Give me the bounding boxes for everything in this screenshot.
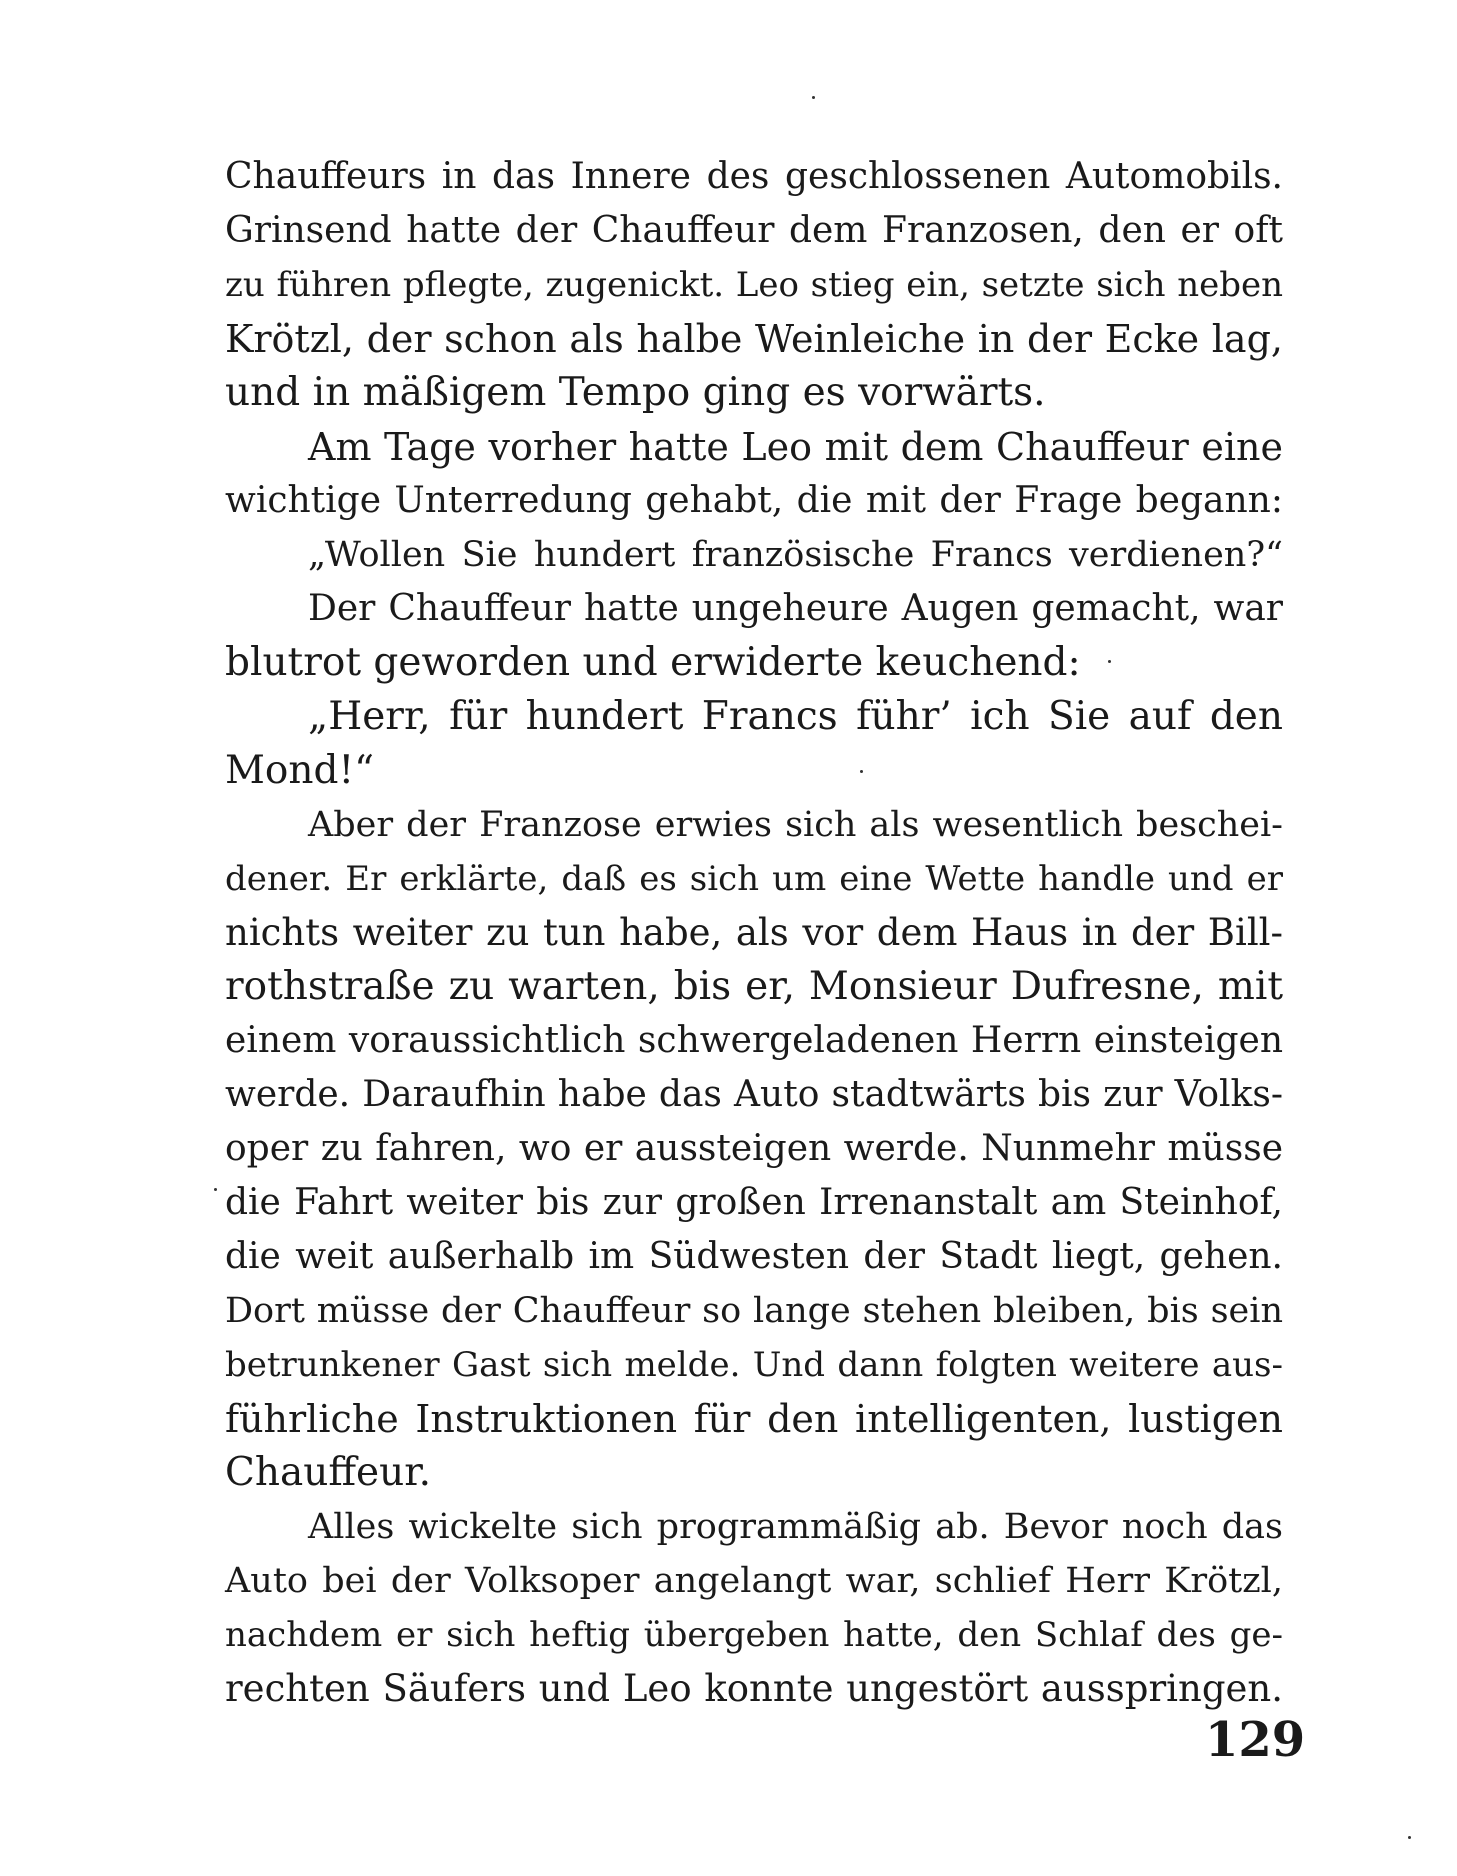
text-line: führliche Instruktionen für den intelligenten, lustigen xyxy=(225,1397,1283,1441)
text-line: zu führen pflegte, zugenickt. Leo stieg ein, setzte sich neben xyxy=(225,265,1283,305)
text-line: die Fahrt weiter bis zur großen Irrenanstalt am Steinhof, xyxy=(225,1182,1283,1223)
text-line: wichtige Unterredung gehabt, die mit der Frage begann: xyxy=(225,480,1283,521)
text-line: Chauffeurs in das Innere des geschlossenen Automobils. xyxy=(225,156,1283,197)
text-line: Krötzl, der schon als halbe Weinleiche in der Ecke lag, xyxy=(225,317,1283,361)
scan-speck xyxy=(1108,660,1111,663)
text-line: „Wollen Sie hundert französische Francs verdienen?“ xyxy=(308,535,1283,575)
text-line: dener. Er erklärte, daß es sich um eine Wette handle und er xyxy=(225,859,1283,899)
text-line: einem voraussichtlich schwergeladenen Herrn einsteigen xyxy=(225,1020,1283,1061)
text-line: rothstraße zu warten, bis er, Monsieur Dufresne, mit xyxy=(225,964,1283,1009)
text-line: rechten Säufers und Leo konnte ungestört ausspringen. xyxy=(225,1667,1283,1710)
scan-speck xyxy=(1408,1836,1411,1839)
text-line: betrunkener Gast sich melde. Und dann folgten weitere aus- xyxy=(225,1345,1283,1385)
text-line: nichts weiter zu tun habe, als vor dem Haus in der Bill- xyxy=(225,911,1283,954)
text-line: Grinsend hatte der Chauffeur dem Franzosen, den er oft xyxy=(225,210,1283,251)
text-line: Chauffeur. xyxy=(225,1450,431,1495)
text-line: Dort müsse der Chauffeur so lange stehen bleiben, bis sein xyxy=(225,1291,1283,1331)
scan-speck xyxy=(812,96,815,99)
text-line: „Herr, für hundert Francs führ’ ich Sie auf den xyxy=(308,694,1283,739)
text-line: Am Tage vorher hatte Leo mit dem Chauffeur eine xyxy=(308,425,1283,469)
scan-speck xyxy=(860,770,863,773)
text-line: nachdem er sich heftig übergeben hatte, den Schlaf des ge- xyxy=(225,1615,1283,1655)
text-line: Auto bei der Volksoper angelangt war, schlief Herr Krötzl, xyxy=(225,1561,1283,1601)
text-line: oper zu fahren, wo er aussteigen werde. Nunmehr müsse xyxy=(225,1128,1283,1169)
text-line: werde. Daraufhin habe das Auto stadtwärts bis zur Volks- xyxy=(225,1074,1283,1115)
page-number: 129 xyxy=(1205,1712,1306,1768)
text-line: und in mäßigem Tempo ging es vorwärts. xyxy=(225,370,1046,415)
text-line: die weit außerhalb im Südwesten der Stadt liegt, gehen. xyxy=(225,1236,1283,1277)
scan-speck xyxy=(214,1188,217,1191)
text-line: Alles wickelte sich programmäßig ab. Bevor noch das xyxy=(308,1507,1283,1547)
text-line: Mond!“ xyxy=(225,748,375,793)
text-line: Der Chauffeur hatte ungeheure Augen gemacht, war xyxy=(308,588,1283,629)
text-line: blutrot geworden und erwiderte keuchend: xyxy=(225,640,1081,685)
text-line: Aber der Franzose erwies sich als wesentlich beschei- xyxy=(308,805,1283,845)
